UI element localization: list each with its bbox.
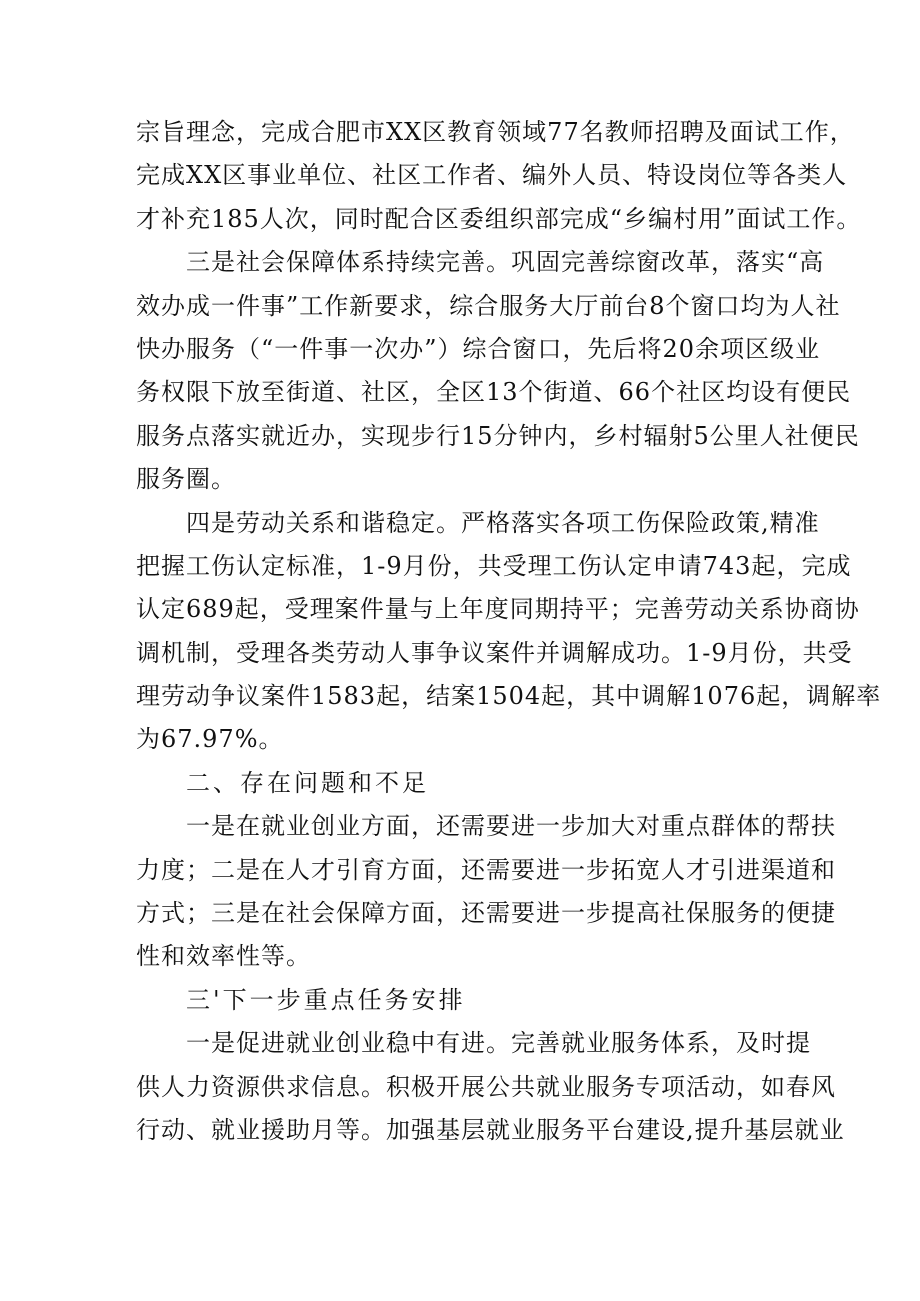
text-line: 力度；二是在人才引育方面，还需要进一步拓宽人才引进渠道和 xyxy=(136,855,836,884)
text-line: 务权限下放至街道、社区，全区13个街道、66个社区均设有便民 xyxy=(136,378,852,407)
text-line: 认定689起，受理案件量与上年度同期持平；完善劳动关系协商协 xyxy=(136,595,860,624)
text-line: 行动、就业援助月等。加强基层就业服务平台建设,提升基层就业 xyxy=(136,1115,845,1144)
text-line: 三是社会保障体系持续完善。巩固完善综窗改革，落实“高 xyxy=(186,248,825,277)
text-line: 调机制，受理各类劳动人事争议案件并调解成功。1-9月份，共受 xyxy=(136,638,853,667)
section-heading: 三'下一步重点任务安排 xyxy=(186,985,466,1014)
text-line: 四是劳动关系和谐稳定。严格落实各项工伤保险政策,精准 xyxy=(186,508,820,537)
text-line: 理劳动争议案件1583起，结案1504起，其中调解1076起，调解率 xyxy=(136,682,882,711)
body-text xyxy=(136,111,882,1152)
text-line: 方式；三是在社会保障方面，还需要进一步提高社保服务的便捷 xyxy=(136,899,836,928)
text-line: 一是促进就业创业稳中有进。完善就业服务体系，及时提 xyxy=(186,1029,811,1058)
section-heading: 二、存在问题和不足 xyxy=(186,768,429,797)
text-line: 性和效率性等。 xyxy=(136,942,311,971)
text-line: 把握工伤认定标准，1-9月份，共受理工伤认定申请743起，完成 xyxy=(136,551,852,580)
text-line: 宗旨理念，完成合肥市XX区教育领域77名教师招聘及面试工作， xyxy=(136,118,855,146)
text-line: 服务点落实就近办，实现步行15分钟内，乡村辐射5公里人社便民 xyxy=(136,421,860,450)
text-line: 才补充185人次，同时配合区委组织部完成“乡编村用”面试工作。 xyxy=(136,204,862,233)
text-line: 效办成一件事”工作新要求，综合服务大厅前台8个窗口均为人社 xyxy=(136,291,841,320)
text-line: 供人力资源供求信息。积极开展公共就业服务专项活动，如春风 xyxy=(136,1072,836,1101)
text-line: 为67.97%。 xyxy=(136,725,284,754)
text-line: 一是在就业创业方面，还需要进一步加大对重点群体的帮扶 xyxy=(186,812,836,841)
text-line: 服务圈。 xyxy=(136,465,236,494)
text-line: 完成XX区事业单位、社区工作者、编外人员、特设岗位等各类人 xyxy=(136,161,848,190)
text-line: 快办服务（“一件事一次办”）综合窗口，先后将20余项区级业 xyxy=(136,334,821,363)
